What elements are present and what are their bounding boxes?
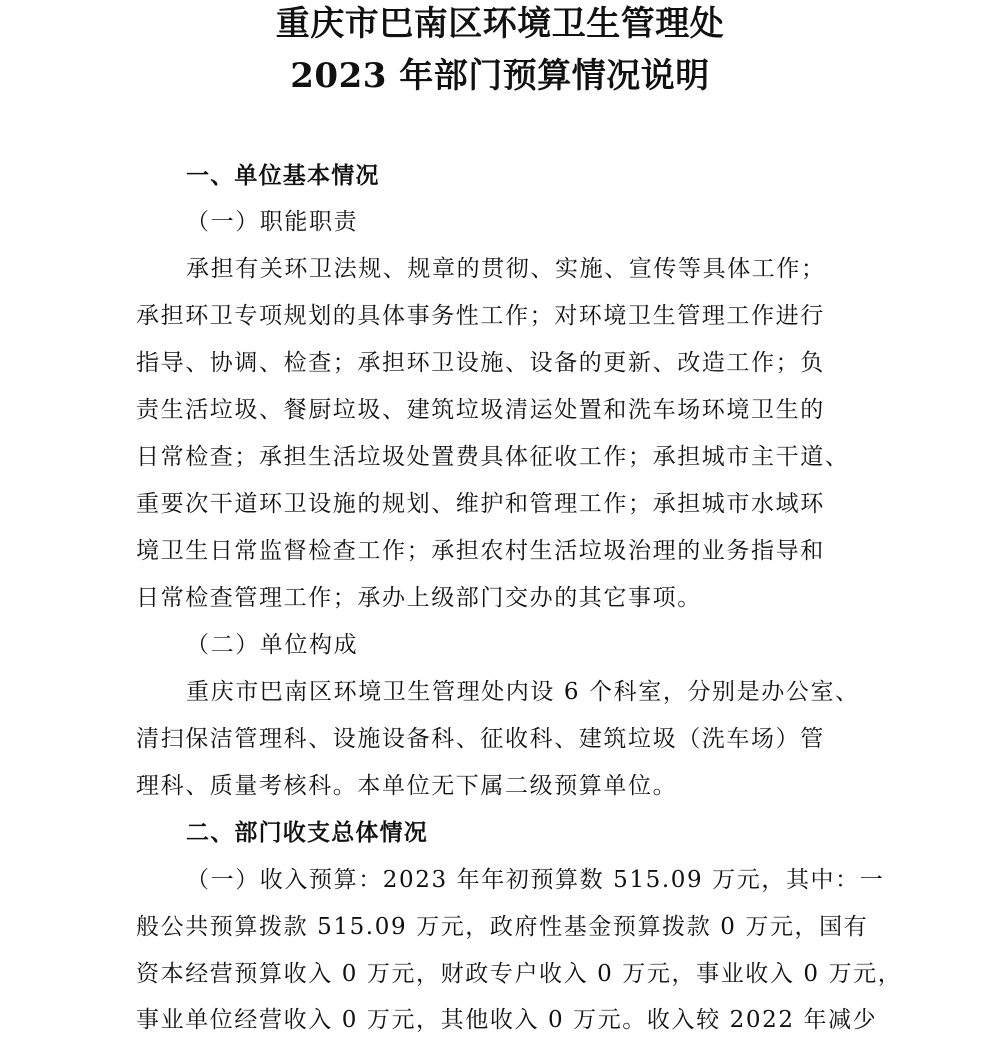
paragraph-line: 日常检查；承担生活垃圾处置费具体征收工作；承担城市主干道、 xyxy=(136,444,850,470)
paragraph-line: 事业单位经营收入 0 万元，其他收入 0 万元。收入较 2022 年减少 xyxy=(136,1007,878,1033)
document-title-line2: 2023 年部门预算情况说明 xyxy=(290,56,710,96)
paragraph-line: 承担有关环卫法规、规章的贯彻、实施、宣传等具体工作； xyxy=(186,256,826,282)
paragraph-line: 境卫生日常监督检查工作；承担农村生活垃圾治理的业务指导和 xyxy=(136,538,825,564)
paragraph-line: 承担环卫专项规划的具体事务性工作；对环境卫生管理工作进行 xyxy=(136,303,825,329)
paragraph-line: 般公共预算拨款 515.09 万元，政府性基金预算拨款 0 万元，国有 xyxy=(136,914,869,940)
subsection-heading-composition: （二）单位构成 xyxy=(186,632,359,658)
subsection-heading-duties: （一）职能职责 xyxy=(186,209,359,235)
section-heading-basic-info: 一、单位基本情况 xyxy=(186,162,380,189)
paragraph-line: （一）收入预算：2023 年年初预算数 515.09 万元，其中：一 xyxy=(186,867,885,893)
paragraph-line: 资本经营预算收入 0 万元，财政专户收入 0 万元，事业收入 0 万元， xyxy=(136,961,903,987)
paragraph-line: 重庆市巴南区环境卫生管理处内设 6 个科室，分别是办公室、 xyxy=(186,679,860,705)
paragraph-line: 责生活垃圾、餐厨垃圾、建筑垃圾清运处置和洗车场环境卫生的 xyxy=(136,397,825,423)
paragraph-line: 指导、协调、检查；承担环卫设施、设备的更新、改造工作；负 xyxy=(136,350,825,376)
document-title-line1: 重庆市巴南区环境卫生管理处 xyxy=(275,4,725,44)
paragraph-line: 重要次干道环卫设施的规划、维护和管理工作；承担城市水域环 xyxy=(136,491,825,517)
paragraph-line: 理科、质量考核科。本单位无下属二级预算单位。 xyxy=(136,773,678,799)
paragraph-line: 清扫保洁管理科、设施设备科、征收科、建筑垃圾（洗车场）管 xyxy=(136,726,825,752)
section-heading-budget-overview: 二、部门收支总体情况 xyxy=(186,819,428,846)
paragraph-line: 日常检查管理工作；承办上级部门交办的其它事项。 xyxy=(136,585,702,611)
